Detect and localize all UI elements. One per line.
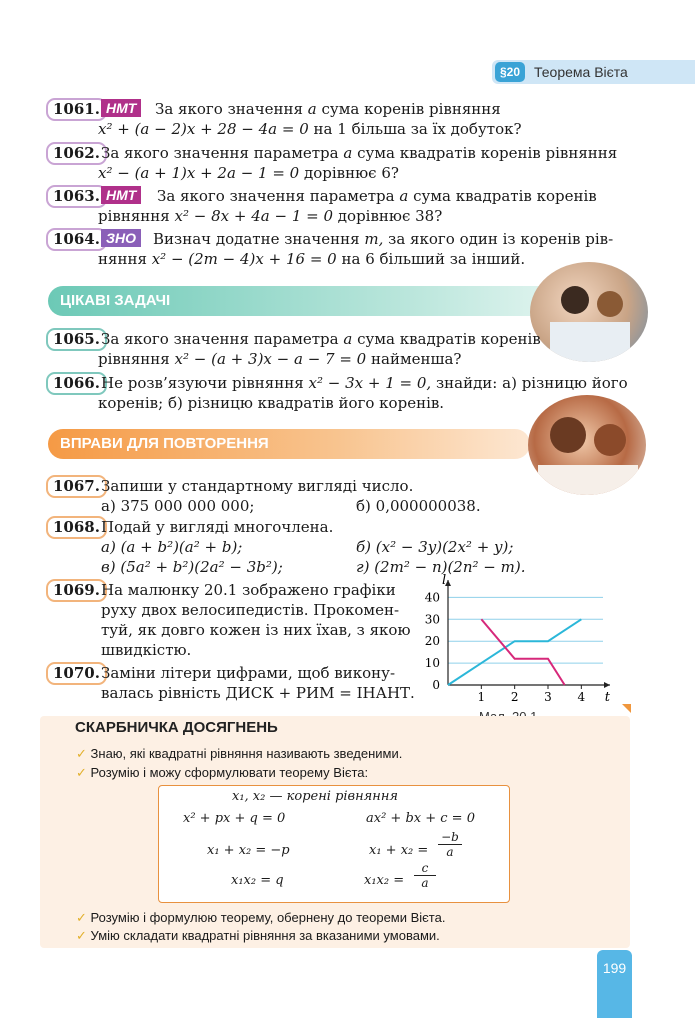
formula-equation-general: ax² + bx + c = 0 (366, 811, 475, 826)
x-tick-label: 2 (510, 690, 519, 704)
girls-photo (528, 395, 646, 495)
exercise-text: рівняння x² − (a + 3)x − a − 7 = 0 найменша? (98, 350, 462, 368)
achievement-item: ✓ Розумію і формулюю теорему, обернену до теореми Вієта. (76, 910, 446, 925)
y-tick-label: 40 (424, 590, 440, 605)
exercise-option: в) (5a² + b²)(2a² − 3b²); (101, 558, 283, 576)
y-tick-label: 0 (432, 678, 440, 692)
exercise-option: б) (x² − 3y)(2x² + y); (356, 538, 514, 556)
exercise-text: няння x² − (2m − 4)x + 16 = 0 на 6 більший за інший. (98, 250, 526, 268)
students-photo (530, 262, 648, 362)
exercise-text: коренів; б) різницю квадратів його коренів. (98, 394, 445, 412)
exercise-number: 1064. (46, 228, 107, 251)
y-tick-label: 20 (424, 634, 440, 649)
exercise-text: x² − (a + 1)x + 2a − 1 = 0 дорівнює 6? (98, 164, 399, 182)
section-badge: §20 (495, 62, 525, 82)
y-axis-label: l (442, 573, 447, 588)
nmt-tag: НМТ (101, 99, 141, 117)
exercise-number: 1067. (46, 475, 107, 498)
exercise-text: Подай у вигляді многочлена. (101, 518, 334, 536)
exercise-text: За якого значення параметра a сума квадратів коренів (157, 187, 597, 205)
exercise-number: 1065. (46, 328, 107, 351)
x-tick-label: 3 (544, 690, 552, 704)
y-tick-label: 10 (424, 656, 440, 671)
exercise-number: 1070. (46, 662, 107, 685)
y-tick-label: 30 (424, 612, 440, 627)
formula-sum-reduced: x₁ + x₂ = −p (207, 843, 290, 858)
achievement-item: ✓ Знаю, які квадратні рівняння називають зведеними. (76, 746, 403, 761)
exercise-number: 1068. (46, 516, 107, 539)
review-exercises-banner: ВПРАВИ ДЛЯ ПОВТОРЕННЯ (48, 429, 530, 459)
nmt-tag: НМТ (101, 186, 141, 204)
exercise-text: руху двох велосипедистів. Прокомен- (101, 601, 400, 619)
x-axis-arrow (604, 682, 610, 688)
formula-equation-reduced: x² + px + q = 0 (183, 811, 286, 826)
series-line-2 (481, 619, 564, 685)
achievement-item: ✓ Розумію і можу сформулювати теорему Вієта: (76, 765, 369, 780)
interesting-tasks-banner: ЦІКАВІ ЗАДАЧІ (48, 286, 580, 316)
exercise-text: валась рівність ДИСК + РИМ = ІНАНТ. (101, 684, 415, 702)
corner-marker (622, 704, 631, 713)
exercise-text: Не розв’язуючи рівняння x² − 3x + 1 = 0, знайди: а) різницю його (101, 374, 628, 392)
series-line-1 (448, 619, 581, 685)
zno-tag: ЗНО (101, 229, 141, 247)
x-axis-label: t (604, 690, 610, 705)
fraction-sum: $\frac{-b}{a}$ (438, 830, 462, 859)
exercise-number: 1061. (46, 98, 107, 121)
exercise-text: За якого значення параметра a сума квадратів коренів (101, 330, 541, 348)
exercise-text: За якого значення параметра a сума квадратів коренів рівняння (101, 144, 618, 162)
achievements-title: СКАРБНИЧКА ДОСЯГНЕНЬ (75, 719, 278, 736)
exercise-number: 1066. (46, 372, 107, 395)
exercise-text: Визнач додатне значення m, за якого один із коренів рів- (153, 230, 614, 248)
x-tick-label: 1 (477, 690, 486, 704)
x-tick-label: 4 (577, 690, 586, 704)
exercise-number: 1069. (46, 579, 107, 602)
motion-graph (410, 572, 620, 710)
exercise-option: а) (a + b²)(a² + b); (101, 538, 243, 556)
exercise-text: x² + (a − 2)x + 28 − 4a = 0 на 1 більша за їх добуток? (98, 120, 522, 138)
exercise-text: За якого значення a сума коренів рівняння (155, 100, 501, 118)
exercise-text: Запиши у стандартному вигляді число. (101, 477, 414, 495)
formula-sum-general: x₁ + x₂ = (369, 843, 429, 858)
exercise-text: рівняння x² − 8x + 4a − 1 = 0 дорівнює 38? (98, 207, 443, 225)
formula-product-general: x₁x₂ = (364, 873, 405, 888)
exercise-option: г) (2m² − n)(2n² − m). (356, 558, 526, 576)
achievement-item: ✓ Умію складати квадратні рівняння за вказаними умовами. (76, 928, 440, 943)
fraction-product: $\frac{c}{a}$ (414, 861, 436, 890)
exercise-option: б) 0,000000038. (356, 497, 481, 515)
section-title: Теорема Вієта (534, 64, 628, 80)
exercise-number: 1063. (46, 185, 107, 208)
formula-heading: x₁, x₂ — корені рівняння (232, 789, 399, 804)
exercise-text: швидкістю. (101, 641, 192, 659)
exercise-text: туй, як довго кожен із них їхав, з якою (101, 621, 411, 639)
page-number: 199 (602, 960, 627, 976)
exercise-option: а) 375 000 000 000; (101, 497, 255, 515)
formula-product-reduced: x₁x₂ = q (231, 873, 284, 888)
exercise-text: На малюнку 20.1 зображено графіки (101, 581, 396, 599)
exercise-text: Заміни літери цифрами, щоб викону- (101, 664, 396, 682)
exercise-number: 1062. (46, 142, 107, 165)
